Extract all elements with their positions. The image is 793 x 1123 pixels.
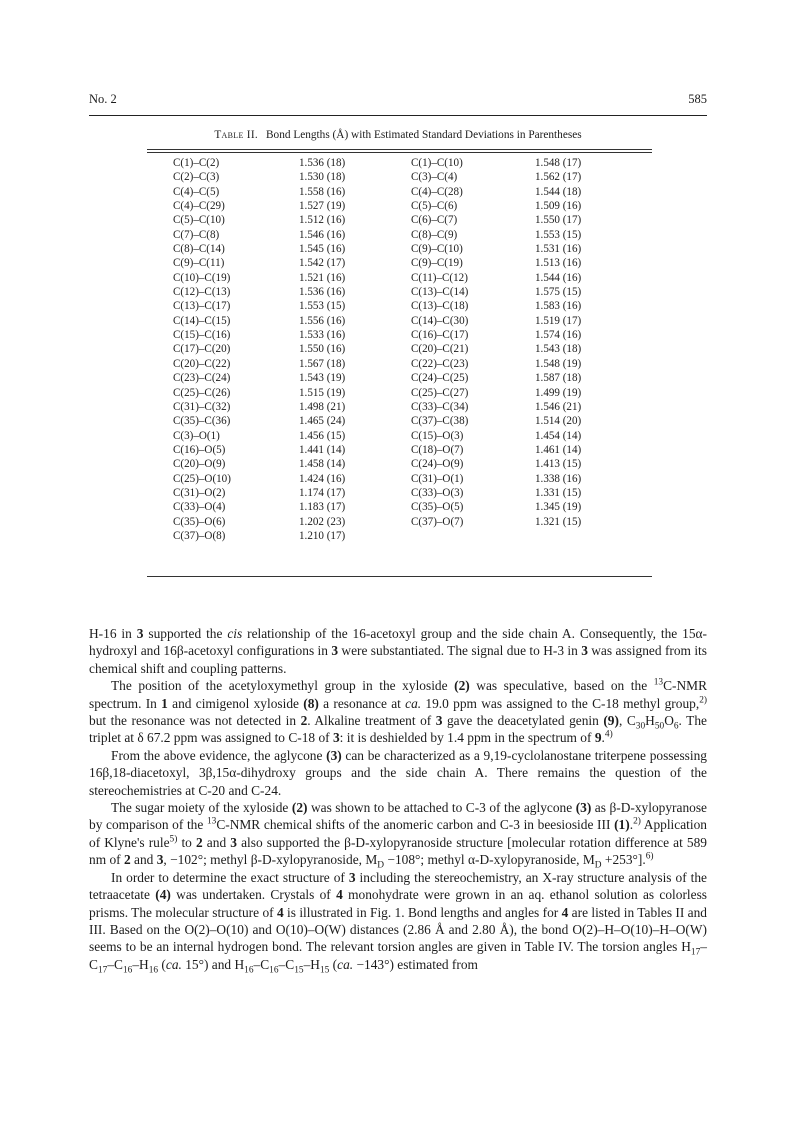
bond-length-cell: 1.519 (17) xyxy=(535,314,582,327)
bond-length-cell: 1.544 (16) xyxy=(535,271,582,284)
bond-length-cell: 1.413 (15) xyxy=(535,458,582,471)
bond-length-cell: 1.331 (15) xyxy=(535,486,582,499)
text-fragment: , C xyxy=(618,713,636,729)
text-fragment: 4 xyxy=(561,904,569,920)
page-number: 585 xyxy=(688,92,707,106)
table-row xyxy=(173,285,625,299)
text-fragment: (2) xyxy=(454,678,470,694)
table-row xyxy=(173,386,625,400)
text-fragment: 6 xyxy=(673,721,679,732)
bond-atoms-cell: C(14)–C(15) xyxy=(173,314,231,327)
text-fragment: 16 xyxy=(244,965,254,976)
text-fragment: 3 xyxy=(348,869,356,885)
table-title: Bond Lengths (Å) with Estimated Standard Deviations in Parentheses xyxy=(266,129,582,141)
text-fragment: and cimigenol xyloside xyxy=(167,695,304,711)
table-label: Table II. xyxy=(214,129,259,141)
text-fragment: 17 xyxy=(97,965,108,976)
table-bottom-rule xyxy=(147,576,652,577)
table-row xyxy=(173,486,625,500)
text-fragment: O xyxy=(664,713,674,729)
bond-atoms-cell: C(33)–C(34) xyxy=(411,400,469,413)
text-fragment: (2) xyxy=(291,800,308,816)
bond-atoms-cell: C(20)–C(22) xyxy=(173,357,231,370)
bond-length-cell: 1.321 (15) xyxy=(535,515,582,528)
text-fragment: (8) xyxy=(303,695,319,711)
text-fragment: are listed in Tables II and III. Based on the O(2)–O(10) and O(10)–O(W) distances (2.86 Å and 2.80 Å), the bond O(2)–H–O(10)–H–O(W) seems to be an internal hydrogen bond. The relevant torsion angles are given in Table IV. The torsion angles H xyxy=(89,904,707,955)
text-fragment: 4) xyxy=(604,729,613,740)
table-row xyxy=(173,400,625,414)
text-fragment: 13 xyxy=(653,677,664,688)
bond-length-cell: 1.441 (14) xyxy=(299,443,346,456)
text-fragment: monohydrate were grown in an aq. ethanol solution as colorless prisms. The molecular structure of xyxy=(89,887,707,920)
text-fragment: 3 xyxy=(230,834,237,850)
bond-atoms-cell: C(16)–O(5) xyxy=(173,443,226,456)
text-fragment: : it is deshielded by 1.4 ppm in the spectrum of xyxy=(339,730,595,746)
text-fragment: 19.0 ppm was assigned to the C-18 methyl group, xyxy=(421,695,700,711)
text-fragment: Application of Klyne's rule xyxy=(89,817,707,850)
bond-atoms-cell: C(17)–C(20) xyxy=(173,343,231,356)
table-row xyxy=(173,170,625,184)
text-fragment: (3) xyxy=(575,800,592,816)
table-row xyxy=(173,228,625,242)
table-row xyxy=(173,429,625,443)
table-row xyxy=(173,371,625,385)
text-fragment: 4 xyxy=(336,887,343,903)
text-fragment: (4) xyxy=(155,887,171,903)
table-row xyxy=(173,414,625,428)
text-fragment: −143°) estimated from xyxy=(353,956,478,972)
table-row xyxy=(173,342,625,356)
bond-length-cell: 1.533 (16) xyxy=(299,329,346,342)
text-fragment: ( xyxy=(158,956,166,972)
bond-atoms-cell: C(4)–C(5) xyxy=(173,185,220,198)
text-fragment: 4 xyxy=(276,904,284,920)
bond-atoms-cell: C(33)–O(3) xyxy=(411,486,464,499)
bond-atoms-cell: C(20)–O(9) xyxy=(173,458,226,471)
bond-length-cell: 1.556 (16) xyxy=(299,314,346,327)
bond-atoms-cell: C(15)–C(16) xyxy=(173,329,231,342)
text-fragment: 13 xyxy=(206,817,217,827)
table-row xyxy=(173,185,625,199)
text-fragment: –C xyxy=(278,956,295,972)
bond-length-cell: 1.562 (17) xyxy=(535,171,582,184)
table-row xyxy=(173,357,625,371)
bond-atoms-cell: C(6)–C(7) xyxy=(411,214,458,227)
text-fragment: 5) xyxy=(169,834,178,845)
text-fragment: –C xyxy=(253,956,270,972)
bond-atoms-cell: C(24)–O(9) xyxy=(411,458,464,471)
bond-length-cell: 1.546 (16) xyxy=(299,228,346,241)
bond-length-cell: 1.553 (15) xyxy=(299,300,346,313)
bond-atoms-cell: C(12)–C(13) xyxy=(173,286,231,299)
text-fragment: was shown to be attached to C-3 of the aglycone xyxy=(307,800,576,816)
text-fragment: 2) xyxy=(699,695,707,706)
text-fragment: +253°]. xyxy=(601,852,646,868)
text-fragment: –H xyxy=(132,956,149,972)
text-fragment: ( xyxy=(329,956,338,972)
bond-length-cell: 1.543 (19) xyxy=(299,372,346,385)
bond-atoms-cell: C(13)–C(17) xyxy=(173,300,231,313)
bond-length-cell: 1.458 (14) xyxy=(299,458,346,471)
table-row xyxy=(173,515,625,529)
bond-length-cell: 1.542 (17) xyxy=(299,257,346,270)
paragraph-1 xyxy=(89,625,707,677)
text-fragment: (3) xyxy=(326,747,342,763)
text-fragment: and xyxy=(202,834,231,850)
text-fragment: was assigned from its chemical shift and coupling patterns. xyxy=(89,643,707,676)
text-fragment: 3 xyxy=(435,713,443,729)
header-rule xyxy=(89,115,707,116)
table-row xyxy=(173,256,625,270)
journal-issue-number: No. 2 xyxy=(89,92,117,106)
bond-atoms-cell: C(3)–C(4) xyxy=(411,171,458,184)
text-fragment: also supported the β-D-xylopyranoside structure [molecular rotation difference at 589 nm of xyxy=(89,834,707,868)
bond-length-cell: 1.338 (16) xyxy=(535,472,582,485)
text-fragment: 9 xyxy=(594,730,602,746)
bond-length-cell: 1.583 (16) xyxy=(535,300,582,313)
bond-atoms-cell: C(16)–C(17) xyxy=(411,329,469,342)
text-fragment: –H xyxy=(303,956,320,972)
bond-length-cell: 1.548 (19) xyxy=(535,357,582,370)
bond-atoms-cell: C(25)–C(26) xyxy=(173,386,231,399)
table-row xyxy=(173,242,625,256)
text-fragment: 3 xyxy=(136,626,144,641)
bond-atoms-cell: C(24)–C(25) xyxy=(411,372,469,385)
bond-length-cell: 1.499 (19) xyxy=(535,386,582,399)
bond-atoms-cell: C(5)–C(6) xyxy=(411,200,458,213)
text-fragment: 2 xyxy=(123,852,131,868)
bond-atoms-cell: C(11)–C(12) xyxy=(411,271,468,284)
text-fragment: From the above evidence, the aglycone xyxy=(111,747,327,763)
text-fragment: (1) xyxy=(614,817,630,833)
bond-atoms-cell: C(37)–O(7) xyxy=(411,515,464,528)
bond-atoms-cell: C(2)–C(3) xyxy=(173,171,220,184)
bond-length-cell: 1.574 (16) xyxy=(535,329,582,342)
bond-length-cell: 1.536 (16) xyxy=(299,286,346,299)
text-fragment: . Alkaline treatment of xyxy=(307,713,436,729)
bond-atoms-cell: C(8)–C(9) xyxy=(411,228,458,241)
text-fragment: 15 xyxy=(319,965,330,976)
bond-length-cell: 1.575 (15) xyxy=(535,286,582,299)
table-row xyxy=(173,213,625,227)
bond-lengths-table xyxy=(173,156,625,543)
text-fragment: including the stereochemistry, an X-ray structure analysis of the tetraacetate xyxy=(89,869,707,903)
text-fragment: –C xyxy=(89,939,707,972)
bond-atoms-cell: C(25)–O(10) xyxy=(173,472,231,485)
text-fragment: 17 xyxy=(690,947,701,958)
text-fragment: gave the deacetylated genin xyxy=(442,713,604,729)
bond-atoms-cell: C(25)–C(27) xyxy=(411,386,469,399)
text-fragment: –C xyxy=(107,956,123,972)
text-fragment: H xyxy=(645,713,655,729)
bond-length-cell: 1.202 (23) xyxy=(299,515,346,528)
bond-length-cell: 1.530 (18) xyxy=(299,171,346,184)
bond-length-cell: 1.465 (24) xyxy=(299,415,346,428)
text-fragment: D xyxy=(594,860,602,871)
text-fragment: and xyxy=(130,852,157,868)
table-row xyxy=(173,314,625,328)
bond-length-cell: 1.536 (18) xyxy=(299,157,346,169)
table-row xyxy=(173,457,625,471)
table-top-rule-inner xyxy=(147,152,652,153)
table-row xyxy=(173,529,625,543)
text-fragment: −108°; methyl α-D-xylopyranoside, M xyxy=(384,852,595,868)
bond-length-cell: 1.558 (16) xyxy=(299,185,346,198)
text-fragment: . The triplet at δ 67.2 ppm was assigned to C-18 of xyxy=(89,713,707,746)
bond-atoms-cell: C(18)–O(7) xyxy=(411,443,464,456)
bond-atoms-cell: C(5)–C(10) xyxy=(173,214,225,227)
bond-length-cell: 1.531 (16) xyxy=(535,243,582,256)
bond-length-cell: 1.567 (18) xyxy=(299,357,346,370)
text-fragment: The position of the acetyloxymethyl group in the xyloside xyxy=(111,678,455,694)
table-row xyxy=(173,299,625,313)
bond-atoms-cell: C(9)–C(19) xyxy=(411,257,463,270)
paragraph-3 xyxy=(89,747,707,799)
bond-length-cell: 1.454 (14) xyxy=(535,429,582,442)
bond-atoms-cell: C(15)–O(3) xyxy=(411,429,464,442)
text-fragment: ca. xyxy=(405,695,422,711)
text-fragment: cis xyxy=(227,626,243,641)
bond-atoms-cell xyxy=(411,529,535,543)
bond-atoms-cell: C(4)–C(29) xyxy=(173,200,225,213)
bond-length-cell: 1.509 (16) xyxy=(535,200,582,213)
bond-atoms-cell: C(35)–C(36) xyxy=(173,415,231,428)
text-fragment: H-16 in xyxy=(89,626,137,641)
text-fragment: to xyxy=(177,834,196,850)
bond-length-cell: 1.345 (19) xyxy=(535,501,582,514)
text-fragment: 1 xyxy=(161,695,168,711)
bond-length-cell: 1.183 (17) xyxy=(299,501,346,514)
table-row xyxy=(173,271,625,285)
bond-length-cell: 1.543 (18) xyxy=(535,343,582,356)
body-text xyxy=(89,625,708,976)
bond-atoms-cell: C(9)–C(10) xyxy=(411,243,463,256)
text-fragment: was speculative, based on the xyxy=(469,678,654,694)
bond-atoms-cell: C(13)–C(18) xyxy=(411,300,469,313)
table-row xyxy=(173,199,625,213)
text-fragment: was undertaken. Crystals of xyxy=(170,887,337,903)
bond-atoms-cell: C(7)–C(8) xyxy=(173,228,220,241)
bond-atoms-cell: C(31)–O(1) xyxy=(411,472,464,485)
table-row xyxy=(173,472,625,486)
bond-length-cell: 1.545 (16) xyxy=(299,243,346,256)
bond-length-cell: 1.527 (19) xyxy=(299,200,346,213)
bond-atoms-cell: C(1)–C(10) xyxy=(411,157,463,169)
bond-length-cell: 1.210 (17) xyxy=(299,529,346,542)
bond-atoms-cell: C(22)–C(23) xyxy=(411,357,469,370)
bond-atoms-cell: C(35)–O(6) xyxy=(173,515,226,528)
text-fragment: 3 xyxy=(332,730,340,746)
text-fragment: relationship of the 16-acetoxyl group and the side chain A. Consequently, the 15α-hydroxyl and 16β-acetoxyl configurations in xyxy=(89,626,707,659)
table-caption xyxy=(89,129,707,141)
bond-length-cell: 1.174 (17) xyxy=(299,486,346,499)
bond-length-cell: 1.521 (16) xyxy=(299,271,346,284)
text-fragment: In order to determine the exact structure of xyxy=(111,869,349,885)
bond-atoms-cell: C(33)–O(4) xyxy=(173,501,226,514)
text-fragment: C-NMR spectrum. In xyxy=(89,678,708,711)
text-fragment: . xyxy=(601,730,605,746)
text-fragment: 3 xyxy=(331,643,339,659)
table-row xyxy=(173,156,625,170)
bond-atoms-cell: C(23)–C(24) xyxy=(173,372,231,385)
bond-length-cell: 1.544 (18) xyxy=(535,185,582,198)
table-row xyxy=(173,443,625,457)
bond-atoms-cell: C(13)–C(14) xyxy=(411,286,469,299)
text-fragment: 16 xyxy=(122,965,133,976)
bond-atoms-cell: C(35)–O(5) xyxy=(411,501,464,514)
text-fragment: ca. xyxy=(337,956,354,972)
bond-atoms-cell: C(10)–C(19) xyxy=(173,271,231,284)
text-fragment: is illustrated in Fig. 1. Bond lengths and angles for xyxy=(283,904,562,920)
paragraph-4 xyxy=(89,799,707,869)
text-fragment: 2) xyxy=(633,817,641,827)
bond-length-cell: 1.456 (15) xyxy=(299,429,346,442)
text-fragment: 6) xyxy=(645,851,654,862)
text-fragment: but the resonance was not detected in xyxy=(89,713,301,729)
bond-atoms-cell: C(31)–C(32) xyxy=(173,400,231,413)
text-fragment: The sugar moiety of the xyloside xyxy=(111,800,292,816)
text-fragment: 15°) and H xyxy=(181,956,245,972)
bond-length-cell: 1.424 (16) xyxy=(299,472,346,485)
text-fragment: 15 xyxy=(294,965,304,976)
text-fragment: 3 xyxy=(156,852,164,868)
text-fragment: can be characterized as a 9,19-cyclolanostane triterpene possessing 16β,18-diacetoxyl, 3β,15α-dihydroxy groups and the side chain A. There remains the question of the stereochemistries at C-20 and C-24. xyxy=(89,747,707,798)
paragraph-2 xyxy=(89,677,707,747)
bond-length-cell: 1.546 (21) xyxy=(535,400,582,413)
bond-atoms-cell: C(1)–C(2) xyxy=(173,157,220,169)
bond-length-cell: 1.550 (17) xyxy=(535,214,582,227)
bond-length-cell: 1.553 (15) xyxy=(535,228,582,241)
text-fragment: , −102°; methyl β-D-xylopyranoside, M xyxy=(163,852,378,868)
bond-length-cell: 1.461 (14) xyxy=(535,443,582,456)
text-fragment: as β-D-xylopyranose by comparison of the xyxy=(89,800,707,833)
bond-atoms-cell: C(31)–O(2) xyxy=(173,486,226,499)
bond-length-cell: 1.550 (16) xyxy=(299,343,346,356)
bond-length-cell: 1.498 (21) xyxy=(299,400,346,413)
bond-atoms-cell: C(20)–C(21) xyxy=(411,343,469,356)
text-fragment: 16 xyxy=(148,965,159,976)
text-fragment: a resonance at xyxy=(318,695,406,711)
text-fragment: 30 xyxy=(635,721,646,732)
text-fragment: 16 xyxy=(269,965,279,976)
bond-length-cell: 1.514 (20) xyxy=(535,415,582,428)
table-top-rule xyxy=(147,149,652,150)
text-fragment: (9) xyxy=(603,713,619,729)
bond-length-cell: 1.587 (18) xyxy=(535,372,582,385)
bond-length-cell: 1.515 (19) xyxy=(299,386,346,399)
text-fragment: 3 xyxy=(581,643,588,659)
text-fragment: 2 xyxy=(300,713,308,729)
bond-atoms-cell: C(14)–C(30) xyxy=(411,314,469,327)
table-row xyxy=(173,328,625,342)
bond-length-cell xyxy=(535,529,625,543)
bond-atoms-cell: C(8)–C(14) xyxy=(173,243,225,256)
text-fragment: ca. xyxy=(165,956,182,972)
text-fragment: were substantiated. The signal due to H-3 in xyxy=(338,643,582,659)
text-fragment: 50 xyxy=(654,721,665,732)
table-row xyxy=(173,500,625,514)
text-fragment: 2 xyxy=(196,834,203,850)
bond-atoms-cell: C(37)–O(8) xyxy=(173,529,226,542)
paragraph-5 xyxy=(89,869,707,976)
bond-atoms-cell: C(4)–C(28) xyxy=(411,185,463,198)
page-header xyxy=(89,92,707,110)
bond-length-cell: 1.548 (17) xyxy=(535,157,582,169)
bond-length-cell: 1.512 (16) xyxy=(299,214,346,227)
bond-atoms-cell: C(37)–C(38) xyxy=(411,415,469,428)
text-fragment: . xyxy=(629,817,634,833)
text-fragment: C-NMR chemical shifts of the anomeric carbon and C-3 in beesioside III xyxy=(216,817,615,833)
bond-atoms-cell: C(3)–O(1) xyxy=(173,429,220,442)
text-fragment: supported the xyxy=(143,626,228,641)
text-fragment: D xyxy=(377,860,385,871)
bond-length-cell: 1.513 (16) xyxy=(535,257,582,270)
bond-atoms-cell: C(9)–C(11) xyxy=(173,257,225,270)
